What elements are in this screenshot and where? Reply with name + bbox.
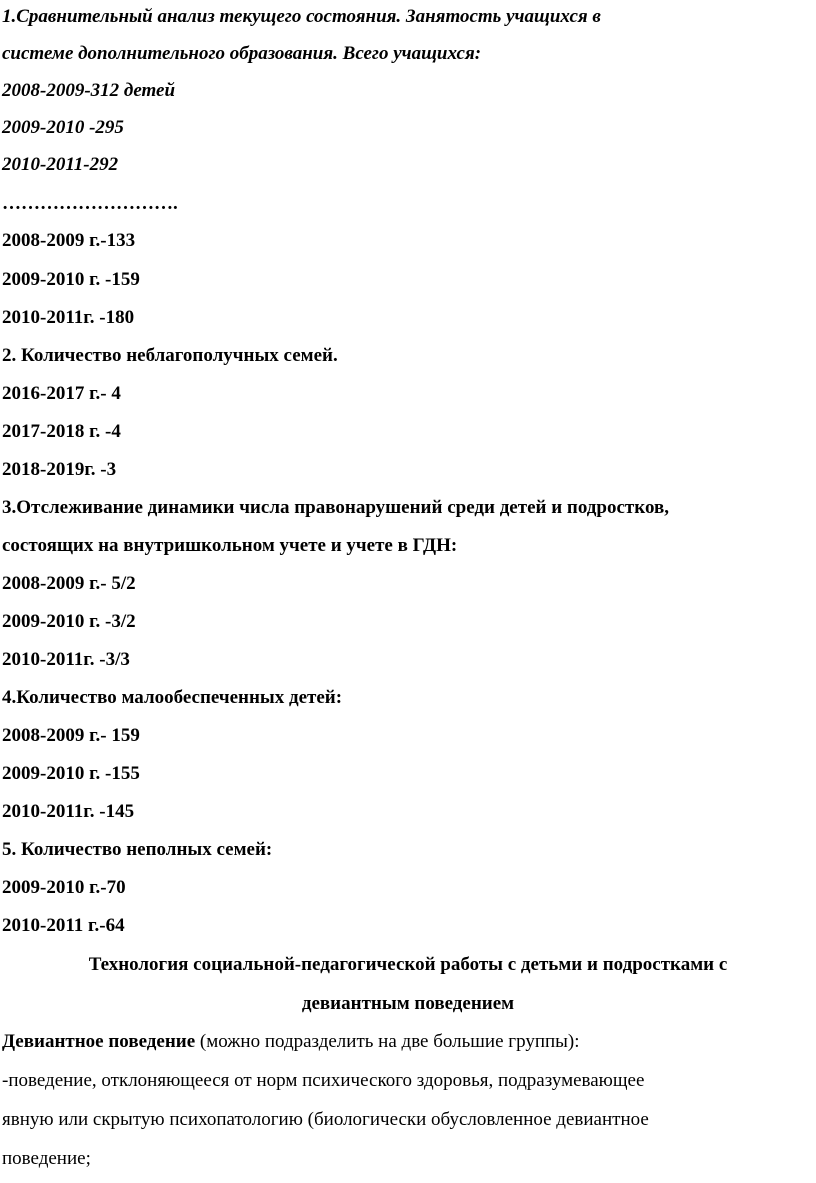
section4-row-2009-2010: 2009-2010 г. -155 bbox=[2, 763, 140, 784]
section1-enrolled-2008-2009: 2008-2009 г.-133 bbox=[2, 230, 136, 251]
section4-heading: 4.Количество малообеспеченных детей: bbox=[2, 687, 343, 708]
section1-enrolled-2010-2011: 2010-2011г. -180 bbox=[2, 307, 135, 328]
paragraph-line1: -поведение, отклоняющееся от норм психического здоровья, подразумевающее bbox=[2, 1070, 645, 1091]
section2-row-2017-2018: 2017-2018 г. -4 bbox=[2, 421, 121, 442]
section1-heading-line2: системе дополнительного образования. Всего учащихся: bbox=[2, 43, 482, 64]
section3-row-2008-2009: 2008-2009 г.- 5/2 bbox=[2, 573, 136, 594]
deviant-definition-line bbox=[2, 1030, 580, 1054]
section2-heading: 2. Количество неблагополучных семей. bbox=[2, 345, 338, 366]
section5-heading: 5. Количество неполных семей: bbox=[2, 839, 273, 860]
section3-row-2010-2011: 2010-2011г. -3/3 bbox=[2, 649, 130, 670]
section1-ellipsis: ………………………. bbox=[2, 193, 178, 214]
section4-row-2008-2009: 2008-2009 г.- 159 bbox=[2, 725, 140, 746]
paragraph-line3: поведение; bbox=[2, 1148, 91, 1169]
deviant-term-rest: (можно подразделить на две большие группы): bbox=[195, 1031, 580, 1052]
section3-heading-line2: состоящих на внутришкольном учете и учете в ГДН: bbox=[2, 535, 458, 556]
deviant-term: Девиантное поведение bbox=[2, 1031, 196, 1052]
section5-row-2010-2011: 2010-2011 г.-64 bbox=[2, 915, 125, 936]
section1-enrolled-2009-2010: 2009-2010 г. -159 bbox=[2, 269, 140, 290]
section3-row-2009-2010: 2009-2010 г. -3/2 bbox=[2, 611, 136, 632]
section3-heading-line1: 3.Отслеживание динамики числа правонарушений среди детей и подростков, bbox=[2, 497, 669, 518]
technology-title-line2: девиантным поведением bbox=[301, 993, 515, 1014]
technology-title-line1: Технология социальной-педагогической работы с детьми и подростками с bbox=[88, 954, 728, 975]
section1-total-2009-2010: 2009-2010 -295 bbox=[2, 117, 124, 138]
section1-heading-line1: 1.Сравнительный анализ текущего состояния. Занятость учащихся в bbox=[2, 6, 601, 27]
section1-total-2010-2011: 2010-2011-292 bbox=[2, 154, 119, 175]
paragraph-line2: явную или скрытую психопатологию (биологически обусловленное девиантное bbox=[2, 1109, 649, 1130]
section1-total-2008-2009: 2008-2009-312 детей bbox=[2, 80, 176, 101]
section5-row-2009-2010: 2009-2010 г.-70 bbox=[2, 877, 126, 898]
section2-row-2016-2017: 2016-2017 г.- 4 bbox=[2, 383, 121, 404]
section4-row-2010-2011: 2010-2011г. -145 bbox=[2, 801, 135, 822]
section2-row-2018-2019: 2018-2019г. -3 bbox=[2, 459, 117, 480]
